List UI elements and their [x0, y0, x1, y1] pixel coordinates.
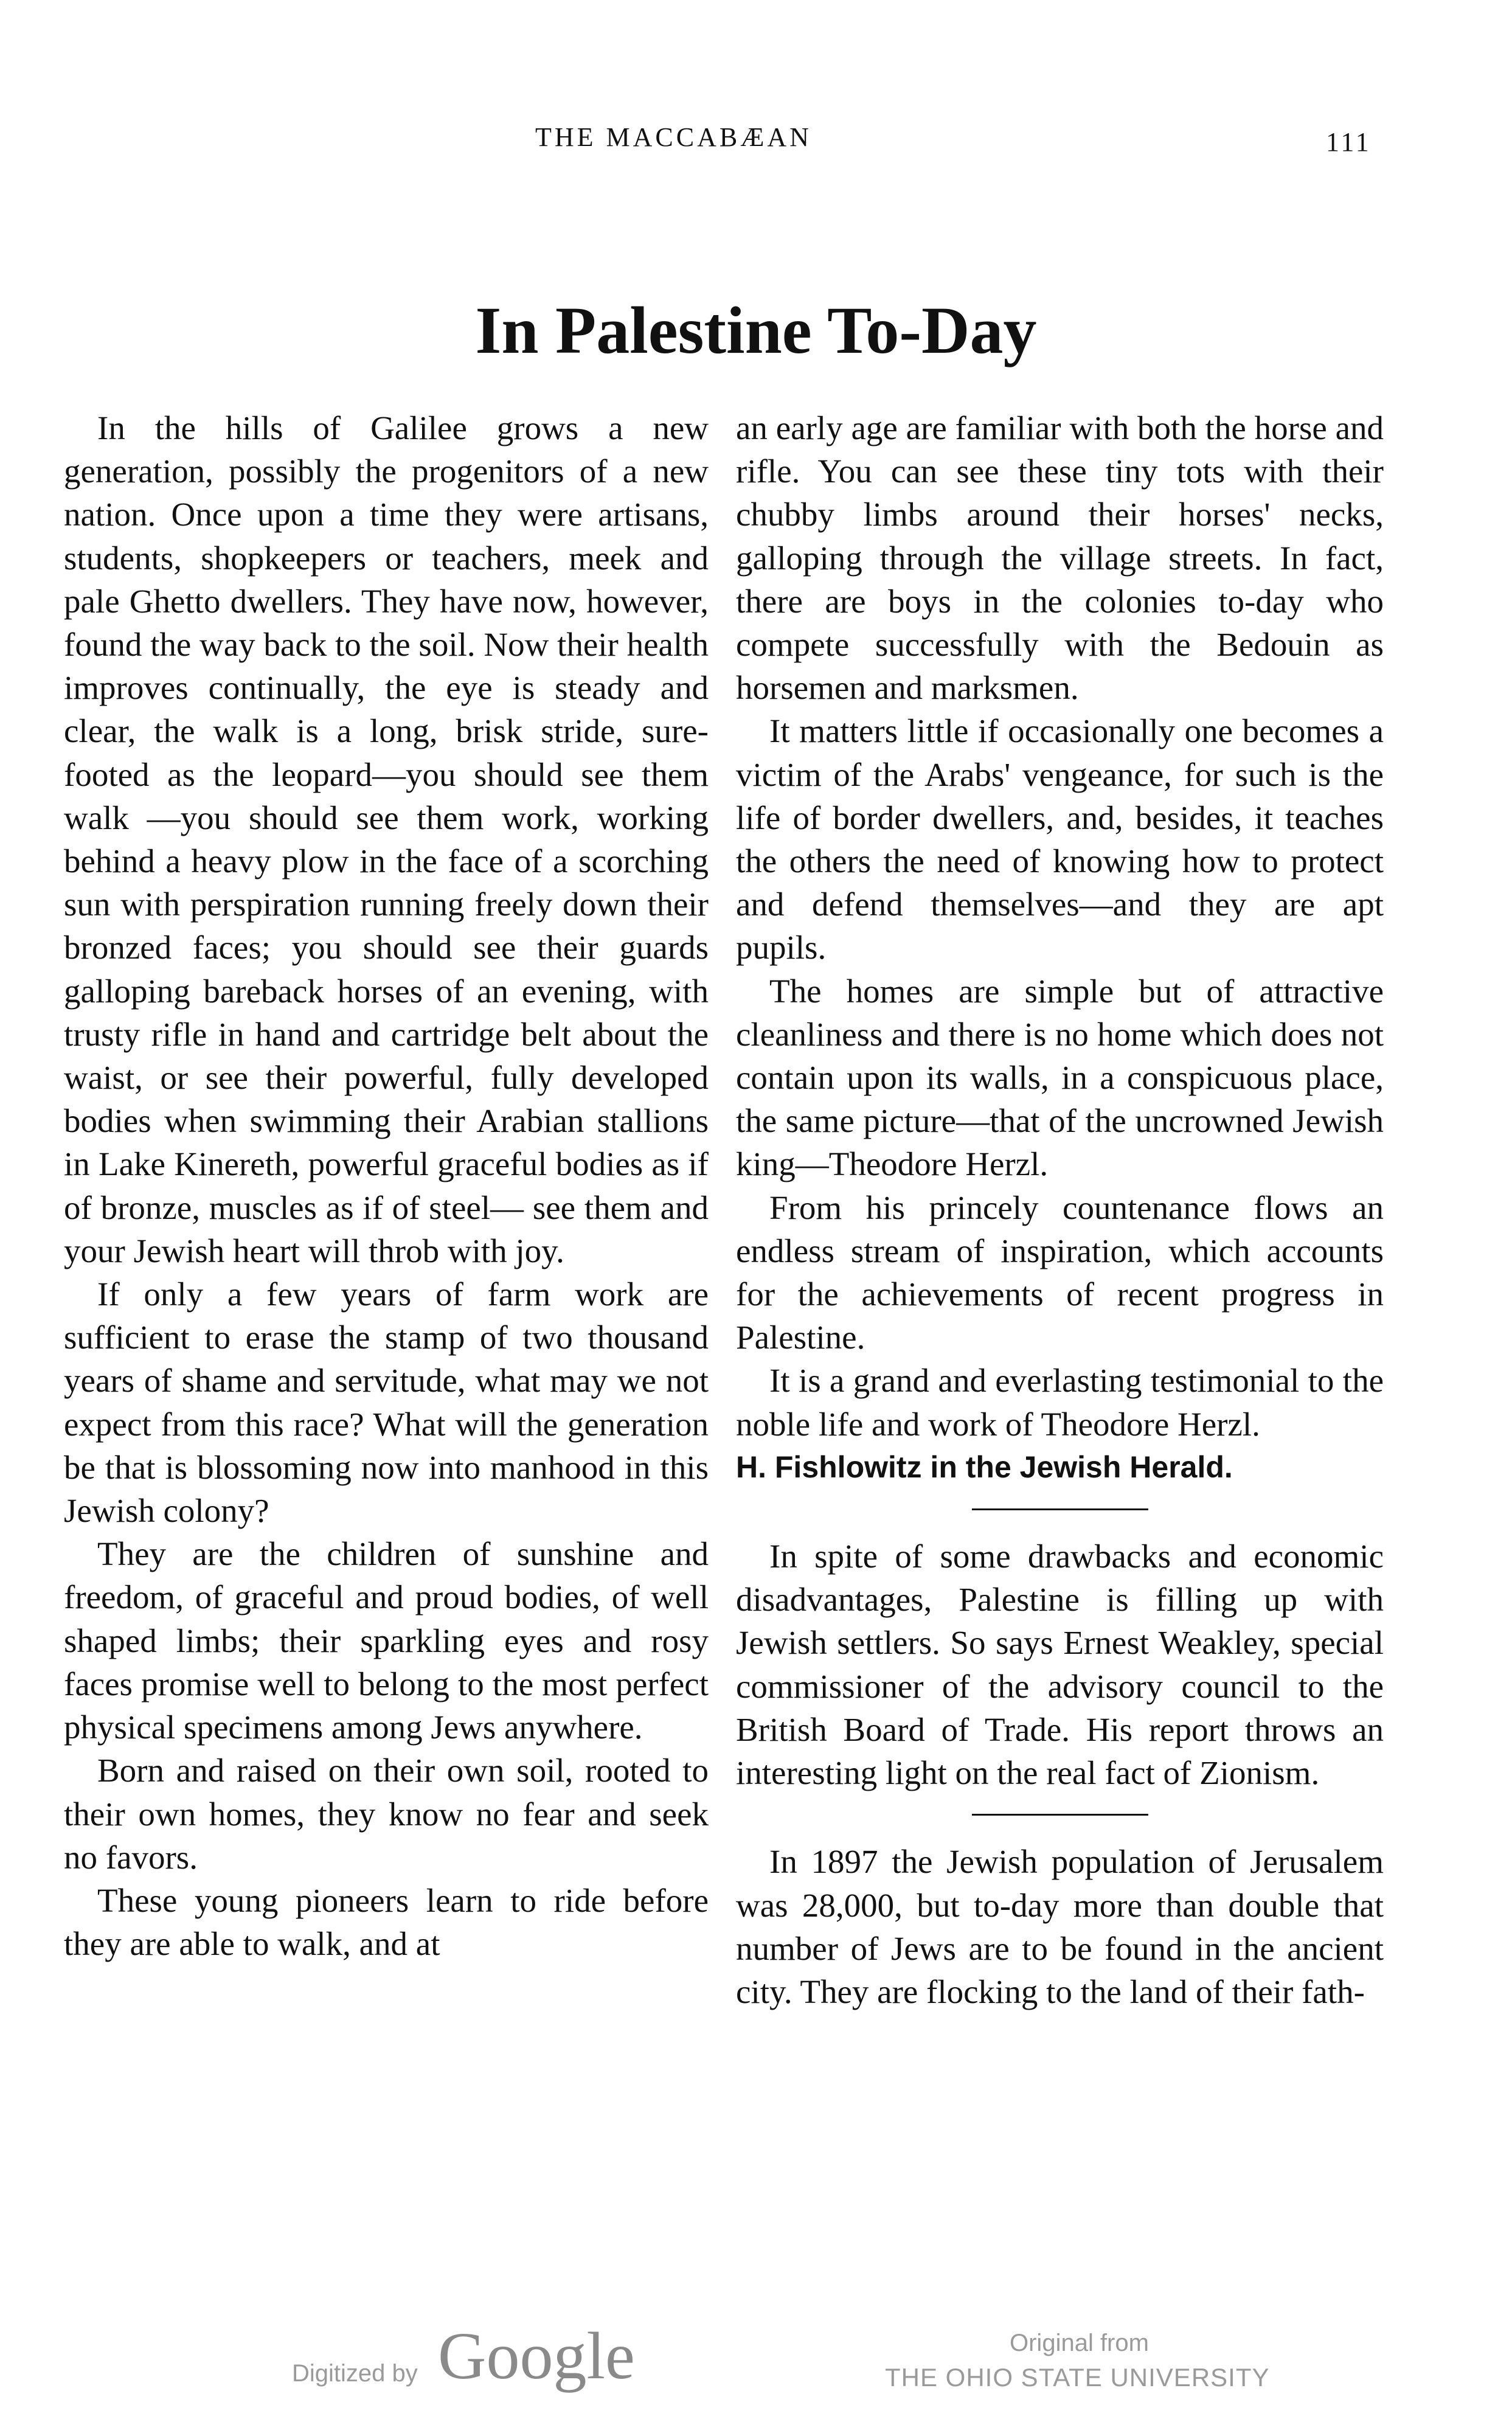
paragraph: In 1897 the Jewish population of Jerusalem was 28,000, but to-day more than double that number of Jews are to be found in the ancient city. They are flocking to the land of their fath-	[736, 1843, 1384, 2010]
page-number: 111	[1326, 127, 1372, 157]
left-column	[64, 406, 709, 1965]
paragraph: Born and raised on their own soil, rooted to their own homes, they know no fear and seek no favors.	[64, 1752, 709, 1876]
section-divider	[972, 1508, 1148, 1510]
google-logo: Google	[438, 2319, 635, 2393]
section-divider	[972, 1814, 1148, 1816]
paragraph: In the hills of Galilee grows a new generation, possibly the progenitors of a new nation. Once upon a time they were artisans, students, shopkeepers or teachers, meek and pale Ghetto dwellers. They have now, however, found the way back to the soil. Now their health improves continually, the eye is steady and clear, the walk is a long, brisk stride, sure-footed as the leopard—you should see them walk —you should see them work, working behind a heavy plow in the face of a scorching sun with perspiration running freely down their bronzed faces; you should see their guards galloping bareback horses of an evening, with trusty rifle in hand and cartridge belt about the waist, or see their powerful, fully developed bodies when swimming their Arabian stallions in Lake Kinereth, powerful graceful bodies as if of bronze, muscles as if of steel— see them and your Jewish heart will throb with joy.	[64, 409, 709, 1269]
digitized-by-label: Digitized by	[292, 2360, 418, 2387]
paragraph: The homes are simple but of attractive cleanliness and there is no home which does not contain upon its walls, in a conspicuous place, the same picture—that of the uncrowned Jewish king—Theodore Herzl.	[736, 972, 1384, 1183]
article-title: In Palestine To-Day	[475, 293, 1037, 367]
paragraph: In spite of some drawbacks and economic disadvantages, Palestine is filling up with Jewish settlers. So says Ernest Weakley, special commissioner of the advisory council to the British Board of Trade. His report throws an interesting light on the real fact of Zionism.	[736, 1538, 1384, 1792]
paragraph: These young pioneers learn to ride before they are able to walk, and at	[64, 1881, 709, 1963]
paragraph: It matters little if occasionally one becomes a victim of the Arabs' vengeance, for such is the life of border dwellers, and, besides, it teaches the others the need of knowing how to protect and defend themselves—and they are apt pupils.	[736, 712, 1384, 967]
university-label: THE OHIO STATE UNIVERSITY	[885, 2363, 1270, 2392]
paragraph: From his princely countenance flows an endless stream of inspiration, which accounts for the achievements of recent progress in Palestine.	[736, 1189, 1384, 1356]
right-column	[736, 406, 1384, 2013]
original-from-label: Original from	[1010, 2330, 1149, 2356]
running-head: THE MACCABÆAN	[535, 122, 812, 152]
paragraph: If only a few years of farm work are sufficient to erase the stamp of two thousand years of shame and servitude, what may we not expect from this race? What will the generation be that is blossoming now into manhood in this Jewish colony?	[64, 1276, 709, 1530]
byline: H. Fishlowitz in the Jewish Herald.	[736, 1449, 1233, 1484]
paragraph: They are the children of sunshine and freedom, of graceful and proud bodies, of well shaped limbs; their sparkling eyes and rosy faces promise well to belong to the most perfect physical specimens among Jews anywhere.	[64, 1535, 709, 1746]
paragraph: an early age are familiar with both the horse and rifle. You can see these tiny tots with their chubby limbs around their horses' necks, galloping through the village streets. In fact, there are boys in the colonies to-day who compete successfully with the Bedouin as horsemen and marksmen.	[736, 409, 1384, 707]
paragraph: It is a grand and everlasting testimonial to the noble life and work of Theodore Herzl.	[736, 1362, 1384, 1443]
